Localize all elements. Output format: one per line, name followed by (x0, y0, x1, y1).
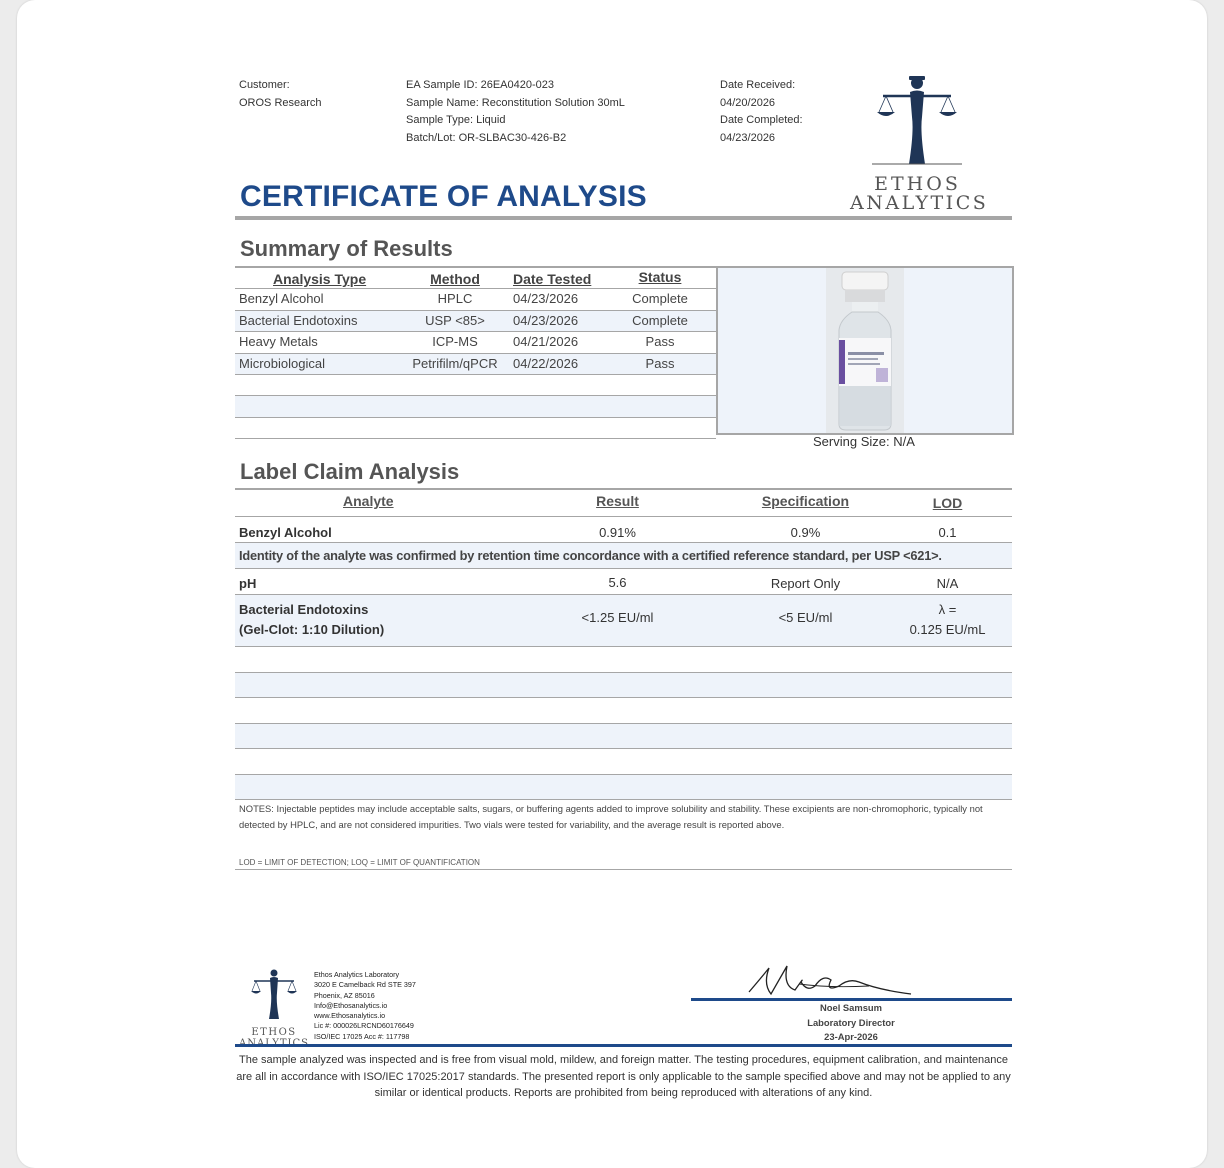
col-date-tested: Date Tested (513, 271, 592, 287)
product-image-box (716, 266, 1014, 435)
label-claim-table (235, 489, 1012, 800)
dates-block (720, 77, 803, 147)
col-lod: LOD (932, 495, 963, 511)
col-analyte: Analyte (343, 493, 394, 509)
date-completed: 04/23/2026 (720, 131, 776, 144)
table-row-empty (235, 749, 1012, 775)
col-analysis-type: Analysis Type (273, 271, 367, 287)
table-row-empty (235, 375, 716, 396)
signer-name: Noel Samsum (820, 1002, 882, 1013)
footer-rule (235, 1044, 1012, 1047)
table-row-empty (235, 673, 1012, 699)
col-specification: Specification (761, 493, 850, 509)
summary-title: Summary of Results (240, 236, 453, 261)
col-status: Status (638, 269, 682, 285)
customer-label: Customer: (239, 79, 290, 91)
table-row-empty (235, 396, 716, 417)
title-divider (235, 216, 1012, 220)
notes-text: Injectable peptides may include acceptable salts, sugars, or buffering agents added to improve solubility and stability. These excipients are non-chromophoric, typically not detected by HPLC, and are not considered impurities. Two vials were tested for variability, and the average result is reported above. (239, 803, 983, 830)
signature (739, 956, 919, 1000)
date-received-label: Date Received: (720, 79, 796, 91)
summary-table (235, 266, 716, 439)
table-row: Bacterial Endotoxins USP <85> 04/23/2026 Complete (235, 311, 716, 332)
sample-block (406, 77, 625, 147)
lady-justice-icon (850, 72, 985, 172)
sample-type: Sample Type: Liquid (406, 114, 506, 126)
table-row-empty (235, 698, 1012, 724)
label-claim-header-row (235, 489, 1012, 517)
table-row: Benzyl Alcohol HPLC 04/23/2026 Complete (235, 289, 716, 310)
logo-line2: ANALYTICS (850, 192, 989, 214)
table-row-empty (235, 647, 1012, 673)
customer-block (239, 77, 322, 112)
table-row: Microbiological Petrifilm/qPCR 04/22/2026 Pass (235, 354, 716, 375)
table-row-empty (235, 775, 1012, 801)
table-row: Benzyl Alcohol 0.91% 0.9% 0.1 (235, 517, 1012, 543)
vial-image (826, 268, 904, 433)
sample-id: EA Sample ID: 26EA0420-023 (406, 79, 554, 91)
batch-lot: Batch/Lot: OR-SLBAC30-426-B2 (406, 131, 567, 144)
sign-date: 23-Apr-2026 (824, 1031, 878, 1042)
footer-logo (238, 967, 310, 1049)
notes-prefix: NOTES: (239, 803, 274, 814)
signer-title: Laboratory Director (807, 1016, 895, 1028)
date-completed-label: Date Completed: (720, 114, 803, 126)
label-claim-title: Label Claim Analysis (240, 459, 460, 484)
customer-value: OROS Research (239, 96, 322, 109)
certificate-page (17, 0, 1207, 1168)
signer-info (691, 1001, 1011, 1045)
table-row-empty (235, 418, 716, 439)
col-result: Result (596, 493, 639, 509)
identity-note: Identity of the analyte was confirmed by retention time concordance with a certified reference standard, per USP <621>. (239, 548, 942, 563)
summary-header-row (235, 268, 716, 289)
sample-name: Sample Name: Reconstitution Solution 30mL (406, 96, 625, 109)
table-row-empty (235, 724, 1012, 750)
col-method: Method (430, 271, 480, 287)
identity-note-row (235, 543, 1012, 569)
page-title: CERTIFICATE OF ANALYSIS (240, 180, 647, 213)
notes (239, 801, 999, 832)
table-row: pH 5.6 Report Only N/A (235, 569, 1012, 595)
date-received: 04/20/2026 (720, 96, 776, 109)
table-row: Bacterial Endotoxins (Gel-Clot: 1:10 Dilution) <1.25 EU/ml <5 EU/ml λ = 0.125 EU/mL (235, 595, 1012, 647)
lab-address: Ethos Analytics Laboratory 3020 E Camelback Rd STE 397 Phoenix, AZ 85016 Info@Ethosanalytics.io www.Ethosanalytics.io Lic #: 000026LRCND60176649 ISO/IEC 17025 Acc #: 117798 (314, 970, 416, 1041)
footer-lady-justice-icon (238, 967, 310, 1023)
serving-size: Serving Size: N/A (813, 434, 915, 449)
table-row: Heavy Metals ICP-MS 04/21/2026 Pass (235, 332, 716, 353)
ethos-logo (850, 72, 989, 214)
lod-note: LOD = LIMIT OF DETECTION; LOQ = LIMIT OF QUANTIFICATION (239, 858, 480, 867)
notes-divider (235, 869, 1012, 870)
footer-logo-line1: ETHOS (251, 1027, 297, 1038)
disclaimer: The sample analyzed was inspected and is free from visual mold, mildew, and foreign matter. The testing procedures, equipment calibration, and maintenance are all in accordance with ISO/IEC 17025:2017 standards. The presented report is only applicable to the sample specified above and may not be applied to any similar or identical products. Reports are prohibited from being reproduced with alterations of any kind. (236, 1054, 1011, 1099)
logo-line1: ETHOS (874, 173, 961, 195)
